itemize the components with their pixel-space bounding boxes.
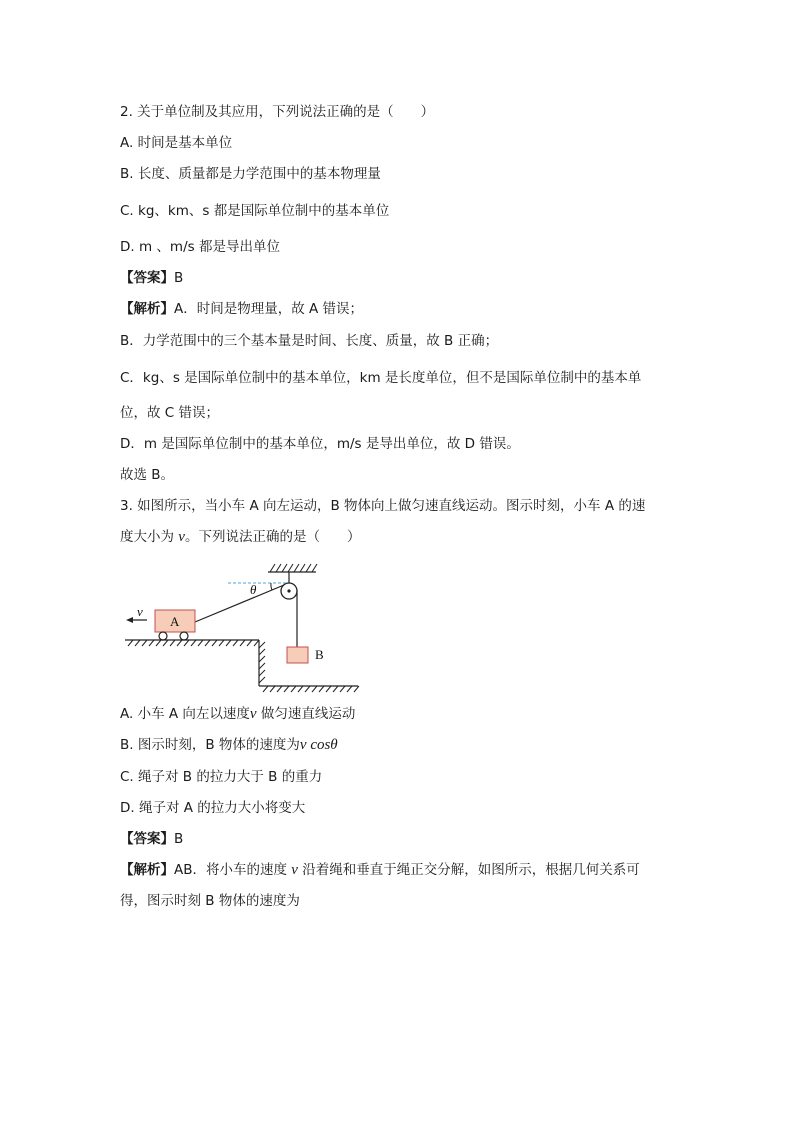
velocity-label: v [137, 604, 143, 619]
q3-answer [120, 829, 183, 849]
q3-analysis-1: 【解析】AB．将小车的速度 v 沿着绳和垂直于绳正交分解，如图所示，根据几何关系可 [120, 862, 640, 878]
q2-answer [120, 268, 183, 288]
angle-arc [271, 583, 272, 590]
q2-stem: 2. 关于单位制及其应用，下列说法正确的是（ ） [120, 104, 435, 120]
ceiling-hatch [270, 564, 317, 572]
rope-to-car [195, 585, 284, 622]
q2-analysis-3: C．kg、s 是国际单位制中的基本单位，km 是长度单位，但不是国际单位制中的基本单 [120, 370, 642, 386]
q3-answer-tag: 【答案】 [120, 831, 174, 847]
q2-analysis-1: 【解析】A．时间是物理量，故 A 错误； [120, 301, 364, 317]
q3-stem-line2: 度大小为 v。下列说法正确的是（ ） [120, 529, 361, 545]
q2-option-b: B. 长度、质量都是力学范围中的基本物理量 [120, 166, 381, 182]
q2-analysis-4: 位，故 C 错误； [120, 405, 220, 421]
q3-analysis-tag: 【解析】 [120, 862, 174, 878]
q3-option-a: A. 小车 A 向左以速度v 做匀速直线运动 [120, 706, 356, 722]
q3-answer-value: B [174, 831, 184, 847]
q2-conclusion: 故选 B。 [120, 467, 175, 483]
lower-ground-hatch [263, 686, 359, 692]
q2-option-d: D. m 、m/s 都是导出单位 [120, 239, 280, 255]
q3-analysis-2: 得，图示时刻 B 物体的速度为 [120, 893, 300, 909]
velocity-symbol: v [178, 529, 185, 545]
angle-label: θ [250, 582, 257, 597]
pulley-figure [120, 556, 365, 696]
q2-analysis-2: B．力学范围中的三个基本量是时间、长度、质量，故 B 正确； [120, 333, 499, 349]
upper-ground-hatch [128, 640, 259, 646]
pulley-axle [287, 589, 290, 592]
car-wheel-left [159, 632, 167, 640]
q2-analysis-5: D．m 是国际单位制中的基本单位，m/s 是导出单位，故 D 错误。 [120, 436, 520, 452]
car-label: A [170, 614, 180, 629]
q3-option-b: B. 图示时刻，B 物体的速度为v cosθ [120, 737, 338, 753]
q3-option-d: D. 绳子对 A 的拉力大小将变大 [120, 800, 306, 816]
block-label: B [315, 647, 324, 662]
block-b [287, 647, 308, 663]
q2-option-a: A. 时间是基本单位 [120, 135, 233, 151]
q3-stem-line1: 3. 如图所示，当小车 A 向左运动，B 物体向上做匀速直线运动。图示时刻，小车 A 的速 [120, 498, 646, 514]
velocity-arrow-head [126, 617, 133, 623]
car-wheel-right [180, 632, 188, 640]
q2-option-c: C. kg、km、s 都是国际单位制中的基本单位 [120, 203, 390, 219]
q3-option-c: C. 绳子对 B 的拉力大于 B 的重力 [120, 769, 323, 785]
step-wall-hatch [259, 642, 265, 683]
q2-answer-tag: 【答案】 [120, 270, 174, 286]
q2-analysis-tag: 【解析】 [120, 301, 174, 317]
q2-answer-value: B [174, 270, 184, 286]
